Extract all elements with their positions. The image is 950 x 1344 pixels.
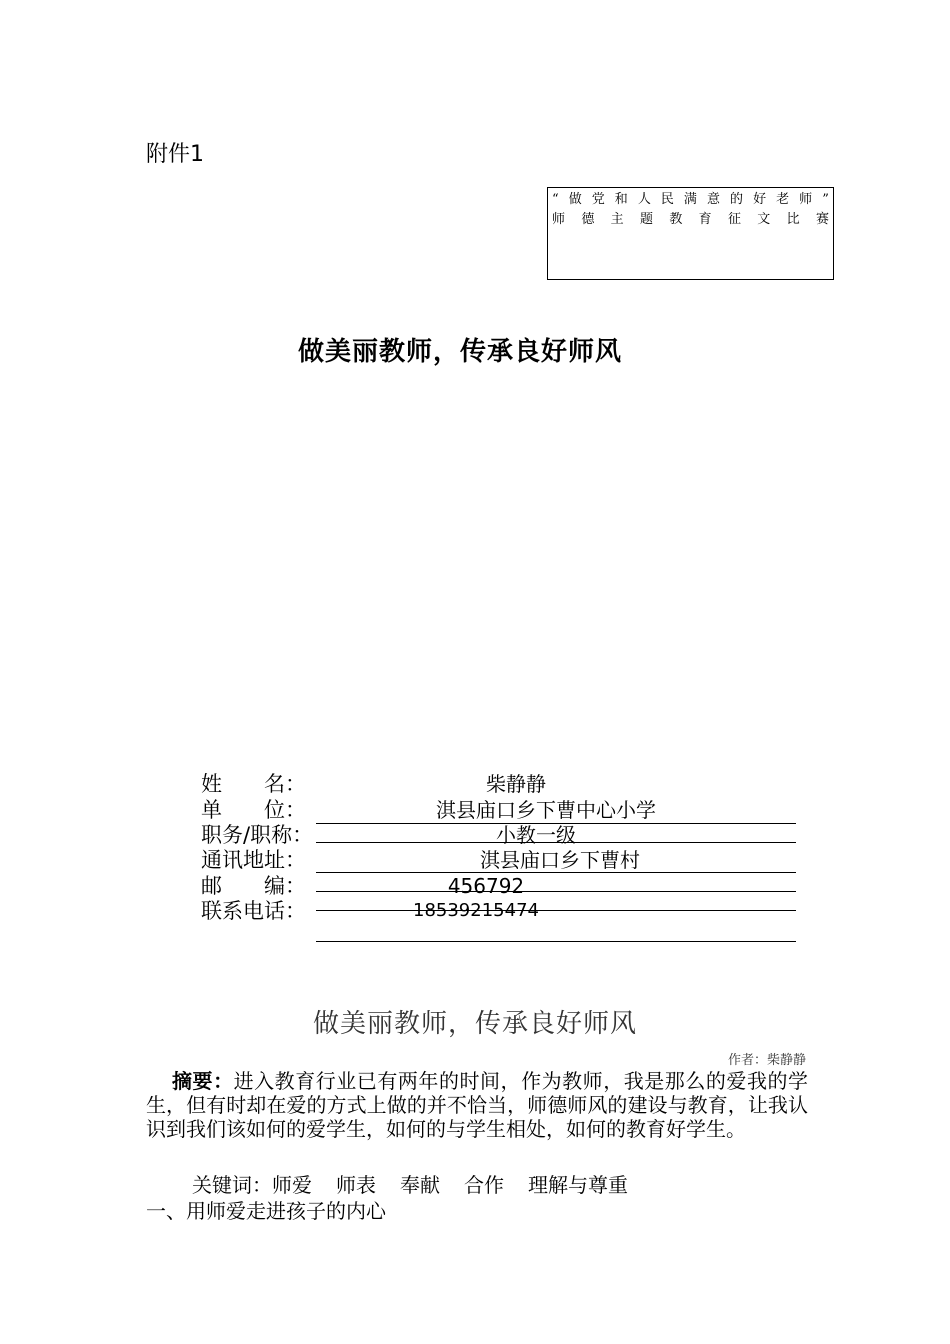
keyword-item: 合作 bbox=[464, 1173, 504, 1197]
cb-char: 教 bbox=[669, 212, 683, 227]
address-value: 淇县庙口乡下曹村 bbox=[480, 848, 640, 872]
keyword-item: 师表 bbox=[336, 1173, 376, 1197]
cb-char: 民 bbox=[660, 192, 674, 207]
postcode-label: 邮 编： bbox=[201, 874, 306, 898]
title-value: 小教一级 bbox=[496, 823, 576, 847]
cb-char: 主 bbox=[610, 212, 624, 227]
cb-char: 师 bbox=[799, 192, 813, 207]
keyword-item: 师爱 bbox=[272, 1173, 312, 1197]
unit-value: 淇县庙口乡下曹中心小学 bbox=[436, 798, 656, 822]
section-heading-1: 一、用师爱走进孩子的内心 bbox=[146, 1199, 386, 1223]
cb-char: 意 bbox=[706, 192, 720, 207]
name-value: 柴静静 bbox=[486, 772, 546, 796]
cb-char: 征 bbox=[727, 212, 741, 227]
cb-char: 和 bbox=[614, 192, 628, 207]
cb-char: 人 bbox=[637, 192, 651, 207]
cb-char: 党 bbox=[591, 192, 605, 207]
postcode-underline bbox=[316, 891, 796, 892]
cb-char: 题 bbox=[639, 212, 653, 227]
keywords-line bbox=[192, 1169, 652, 1198]
phone-label: 联系电话： bbox=[201, 899, 306, 923]
contest-box-line1 bbox=[552, 190, 829, 210]
postcode-value: 456792 bbox=[447, 874, 525, 898]
cb-char: 老 bbox=[776, 192, 790, 207]
abstract-label: 摘要： bbox=[172, 1069, 234, 1093]
name-label: 姓 名： bbox=[201, 772, 306, 796]
cb-char: 做 bbox=[568, 192, 582, 207]
title-underline bbox=[316, 842, 796, 843]
cb-char: 好 bbox=[753, 192, 767, 207]
author-line: 作者：柴静静 bbox=[727, 1053, 806, 1068]
unit-label: 单 位： bbox=[201, 798, 306, 822]
contest-box bbox=[547, 187, 834, 280]
cb-char: 赛 bbox=[815, 212, 829, 227]
cb-char: 文 bbox=[757, 212, 771, 227]
phone-value: 18539215474 bbox=[413, 900, 539, 921]
keyword-item: 奉献 bbox=[400, 1173, 440, 1197]
title-label: 职务/职称： bbox=[201, 823, 314, 847]
cb-char: 满 bbox=[683, 192, 697, 207]
phone-underline bbox=[316, 941, 796, 942]
cb-char: 师 bbox=[552, 212, 566, 227]
cb-char: 的 bbox=[730, 192, 744, 207]
cb-char: “ bbox=[552, 192, 559, 207]
abstract-paragraph bbox=[146, 1069, 808, 1141]
sub-title: 做美丽教师，传承良好师风 bbox=[312, 1009, 637, 1039]
address-label: 通讯地址： bbox=[201, 848, 306, 872]
cb-char: 育 bbox=[698, 212, 712, 227]
main-title: 做美丽教师，传承良好师风 bbox=[297, 337, 622, 367]
attachment-label: 附件1 bbox=[146, 142, 204, 167]
cb-char: 德 bbox=[581, 212, 595, 227]
keywords-label: 关键词： bbox=[192, 1173, 272, 1197]
keyword-item: 理解与尊重 bbox=[528, 1173, 628, 1197]
phone-strike-line bbox=[316, 910, 796, 911]
abstract-text: 进入教育行业已有两年的时间，作为教师，我是那么的爱我的学生，但有时却在爱的方式上做的并不恰当，师德师风的建设与教育，让我认识到我们该如何的爱学生，如何的与学生相处，如何的教育好学生。 bbox=[146, 1069, 809, 1141]
cb-char: ” bbox=[822, 192, 829, 207]
contest-box-line2 bbox=[552, 210, 829, 230]
cb-char: 比 bbox=[786, 212, 800, 227]
